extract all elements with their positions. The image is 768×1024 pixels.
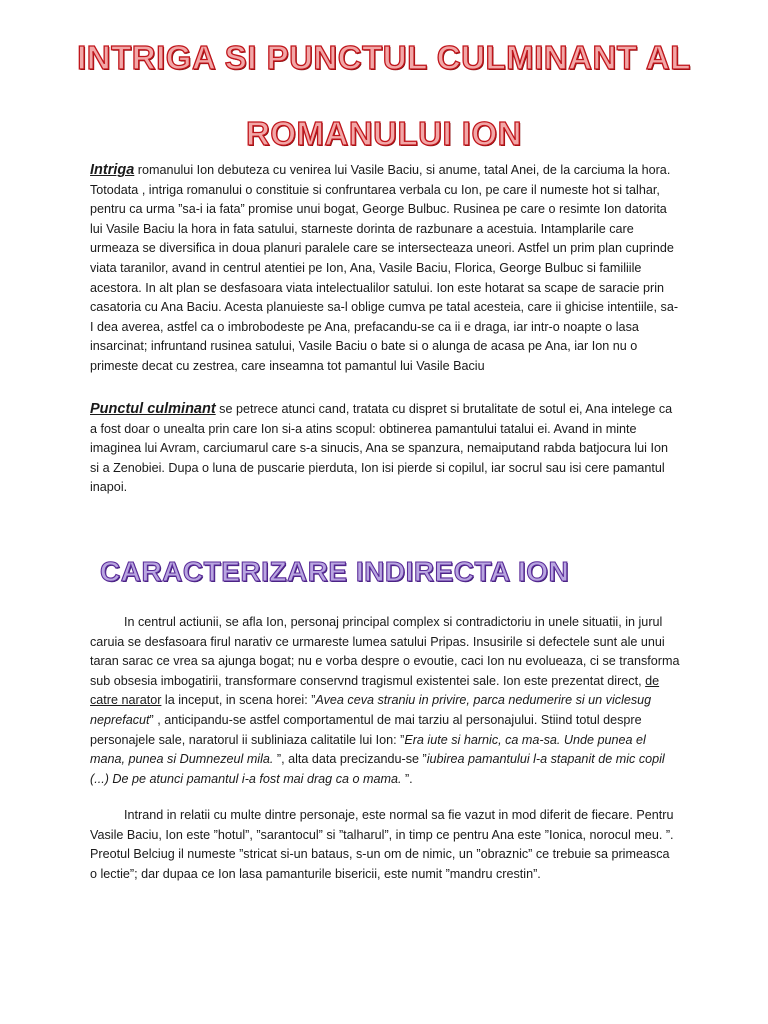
p2-text: Intrand in relatii cu multe dintre personaje, este normal sa fie vazut in mod diferit de fiecare. Pentru Vasile Baciu, Ion este ”hotul”, ”sarantocul” si ”talharul”, in timp ce pentru Ana este ”Ionica, norocul meu. ”. Preotul Belciug il numeste ”stricat si-un bataus, s-un om de nimic, un ”obraznic” ce trebuie sa primeasca o lectie”; dar dupaa ce Ion lasa pamanturile bisericii, este numit ”mandru crestin”. — [90, 808, 674, 881]
title-line-1: INTRIGA SI PUNCTUL CULMINANT AL — [77, 39, 691, 76]
punct-text: se petrece atunci cand, tratata cu dispret si brutalitate de sotul ei, Ana intelege ca a fost doar o unealta prin care Ion si-a atins scopul: obtinerea pamantului tatalui ei. Avand in minte imaginea lui Avram, carciumarul care s-a sinucis, Ana se spanzura, nemaiputand rabda batjocura lui Ion si a Zenobiei. Dupa o luna de puscarie pierduta, Ion isi pierde si copilul, iar socrul sau isi cere pamantul inapoi. — [90, 402, 673, 495]
p1-text-b: la inceput, in scena horei: ” — [161, 693, 316, 708]
p1-text-e: ”. — [401, 771, 413, 786]
p1-quote-1: Avea ceva straniu in privire, parca nedumerire si un viclesug neprefacut — [90, 693, 652, 727]
intriga-lead: Intriga — [90, 162, 135, 178]
p1-text-c: ” , anticipandu-se astfel comportamentul de mai tarziu al personajului. Stiind totul despre personajele sale, naratorul ii subliniaza calitatile lui Ion: ” — [90, 712, 642, 747]
p1-quote-3: iubirea pamantului l-a stapanit de mic copil (...) De pe atunci pamantul i-a fost mai drag ca o mama. — [90, 752, 665, 786]
section-heading: CARACTERIZARE INDIRECTA ION — [100, 556, 570, 587]
p1-text-a: In centrul actiunii, se afla Ion, personaj principal complex si contradictoriu in unele situatii, in jurul caruia se desfasoara firul narativ ce urmareste lumea satului Pripas. Insusirile si defectele sunt ale unui taran sarac ce vrea sa ajunga bogat; nu e vorba despre o evoutie, caci Ion nu evolueaza, ci se transforma sub obsesia imbogatirii, transformare conservnd tragismul existentei sale. Ion este prezentat direct, — [90, 615, 680, 688]
document-title — [0, 28, 768, 164]
p1-text-d: ”, alta data precizandu-se ” — [273, 752, 427, 767]
paragraph-punct-culminant — [90, 400, 680, 498]
intriga-text: romanului Ion debuteza cu venirea lui Vasile Baciu, si anume, tatal Anei, de la carciuma la hora. Totodata , intriga romanului o constituie si confruntarea verbala cu Ion, pe care il numeste hot si talhar, pentru ca urma ”sa-i ia fata” promise unui bogat, George Bulbuc. Rusinea pe care o resimte Ion datorita lui Vasile Baciu la hora in fata satului, starneste dorinta de razbunare a acestuia. Intamplarile care urmeaza se diversifica in doua planuri paralele care se intersecteaza uneori. Astfel un prim plan cuprinde viata taranilor, avand in centrul atentiei pe Ion, Ana, Vasile Baciu, Florica, George Bulbuc si familiile acestora. In alt plan se desfasoara viata intelectualilor satului. Ion este hotarat sa scape de saracie prin casatoria cu Ana Baciu. Acesta planuieste sa-l oblige cumva pe tatal acesteia, care ii ghicise intentiile, sa-I dea averea, astfel ca o imbrobodeste pe Ana, prefacandu-se ca ii e draga, iar intr-o noapte o lasa insarcinat; infruntand rusinea satului, Vasile Baciu o bate si o alunga de acasa pe Ana, iar Ion nu o primeste decat cu zestrea, care inseamna tot pamantul lui Vasile Baciu — [90, 163, 679, 373]
paragraph-intriga — [90, 161, 680, 377]
paragraph-caracterizare-2 — [90, 806, 680, 884]
p1-underlined: de catre narator — [90, 673, 660, 708]
title-line-2: ROMANULUI ION — [246, 115, 522, 152]
p1-quote-2: Era iute si harnic, ca ma-sa. Unde punea el mana, punea si Dumnezeul mila. — [90, 732, 646, 767]
punct-lead: Punctul culminant — [90, 401, 216, 417]
paragraph-caracterizare-1 — [90, 613, 680, 789]
